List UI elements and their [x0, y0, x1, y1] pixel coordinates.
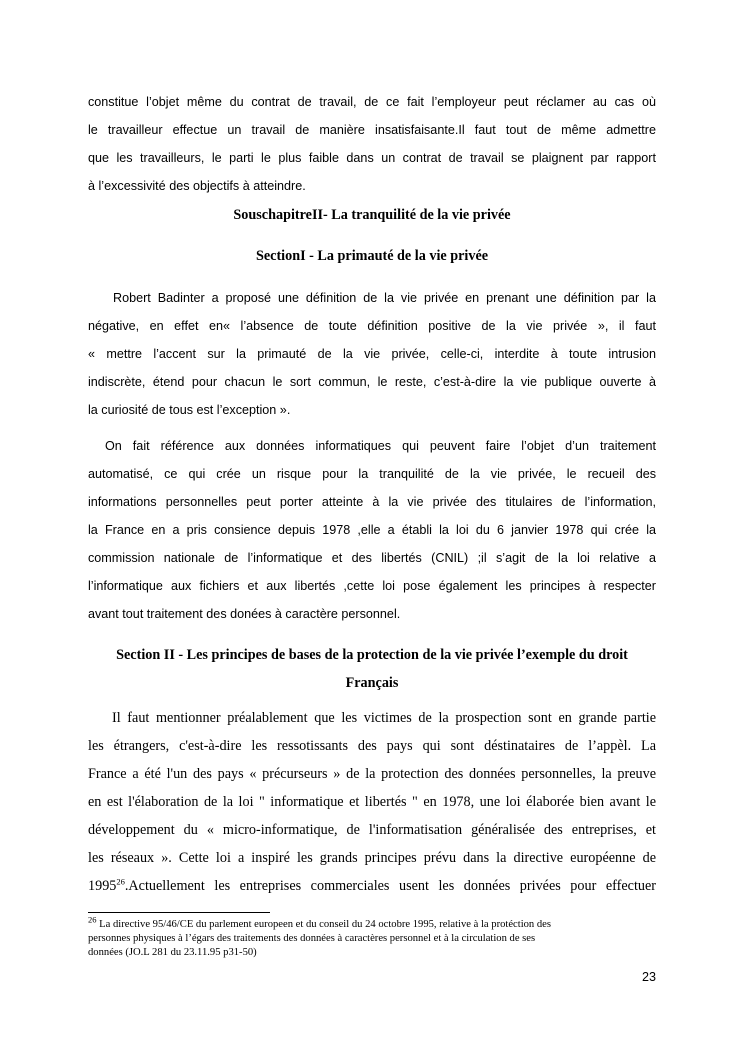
paragraph-continuation — [88, 88, 656, 200]
text-line: l’informatique aux fichiers et aux libertés ,cette loi pose également les principes à respecter — [88, 579, 656, 593]
footnote-reference[interactable]: 26 — [116, 876, 125, 887]
text-line — [88, 872, 656, 900]
paragraph-donnees — [88, 432, 656, 628]
text-line: développement du « micro-informatique, de l'informatisation généralisée des entreprises, et — [88, 822, 656, 838]
text-line: que les travailleurs, le parti le plus faible dans un contrat de travail se plaignent par rapport — [88, 151, 656, 165]
text-line: On fait référence aux données informatiques qui peuvent faire l’objet d’un traitement — [105, 439, 656, 453]
text-line: constitue l’objet même du contrat de travail, de ce fait l’employeur peut réclamer au cas où — [88, 95, 656, 109]
paragraph-prospection — [88, 704, 656, 900]
text-line: les réseaux ». Cette loi a inspiré les grands principes prévu dans la directive européenne de — [88, 850, 656, 866]
text-fragment: 1995 — [88, 878, 117, 894]
section-heading: SectionI - La primauté de la vie privée — [255, 248, 489, 264]
text-fragment: .Actuellement les entreprises commerciales usent les données privées pour effectuer — [124, 878, 656, 894]
text-line: le travailleur effectue un travail de manière insatisfaisante.Il faut tout de même admettre — [88, 123, 656, 137]
page-number: 23 — [641, 970, 656, 984]
text-line: automatisé, ce qui crée un risque pour la tranquilité de la vie privée, le recueil des — [88, 467, 656, 481]
footnote-number: 26 — [88, 914, 97, 925]
paragraph-badinter — [88, 284, 656, 424]
text-line: Il faut mentionner préalablement que les victimes de la prospection sont en grande partie — [112, 710, 656, 726]
text-line: commission nationale de l’informatique et des libertés (CNIL) ;il s’agit de la loi relative a — [88, 551, 656, 565]
footnote — [88, 914, 656, 960]
section-heading — [88, 641, 656, 697]
subchapter-heading: SouschapitreII- La tranquilité de la vie privée — [233, 207, 511, 223]
text-line: en est l'élaboration de la loi " informatique et libertés " en 1978, une loi élaborée bien avant le — [88, 794, 656, 810]
footnote-line: personnes physiques à l’égars des traitements des données à caractères personnel et à la circulation de ses — [88, 933, 536, 944]
text-line: Robert Badinter a proposé une définition de la vie privée en prenant une définition par la — [113, 291, 656, 305]
footnote-separator — [88, 912, 270, 913]
heading-line: Section II - Les principes de bases de la protection de la vie privée l’exemple du droit — [116, 647, 628, 663]
text-line: informations personnelles peut porter atteinte à la vie privée des titulaires de l’information, — [88, 495, 656, 509]
text-line: la France en a pris consience depuis 1978 ,elle a établi la loi du 6 janvier 1978 qui crée la — [88, 523, 656, 537]
heading-line: Français — [345, 675, 399, 691]
text-line: France a été l'un des pays « précurseurs » de la protection des données personnelles, la preuve — [88, 766, 656, 782]
footnote-line: données (JO.L 281 du 23.11.95 p31-50) — [88, 947, 257, 958]
text-line: la curiosité de tous est l’exception ». — [88, 403, 291, 417]
text-line: avant tout traitement des donées à caractère personnel. — [88, 607, 401, 621]
text-line: à l’excessivité des objectifs à atteindre. — [88, 179, 306, 193]
text-line: « mettre l’accent sur la primauté de la vie privée, celle-ci, interdite à toute intrusion — [88, 347, 656, 361]
text-line: indiscrète, étend pour chacun le sort commun, le reste, c’est-à-dire la vie publique ouverte à — [88, 375, 656, 389]
text-line: les étrangers, c'est-à-dire les ressotissants des pays qui sont déstinataires de l’appèl. La — [88, 738, 656, 754]
text-line: négative, en effet en« l’absence de toute définition positive de la vie privée », il faut — [88, 319, 656, 333]
footnote-text: La directive 95/46/CE du parlement europeen et du conseil du 24 octobre 1995, relative à la protéction des — [96, 919, 551, 930]
footnote-line — [88, 914, 656, 932]
